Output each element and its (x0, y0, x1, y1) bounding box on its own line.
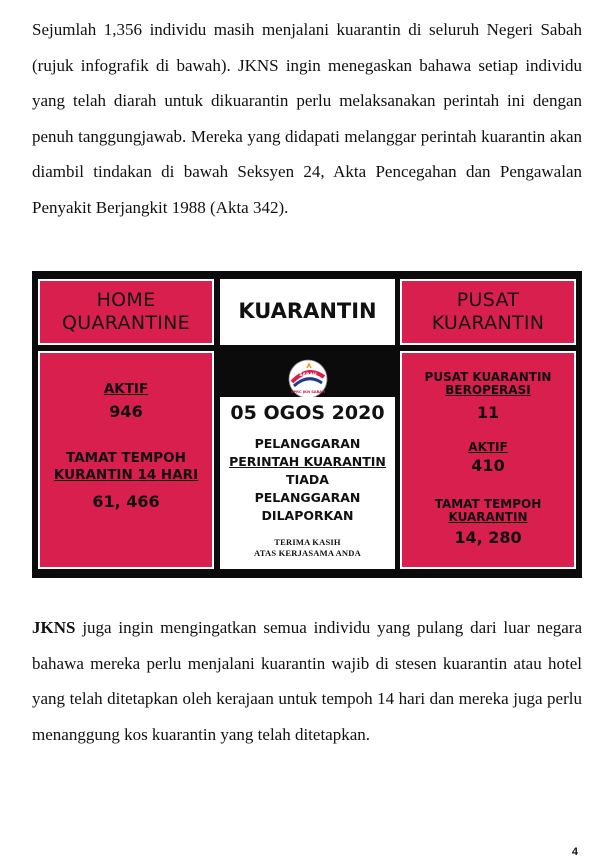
home-quarantine-header (38, 279, 214, 345)
home-quarantine-panel (38, 351, 214, 569)
operating-value: 11 (476, 403, 500, 422)
reminder-lead: JKNS (32, 618, 76, 637)
operating-label-line2: BEROPERASI (445, 383, 531, 397)
page-number: 4 (571, 846, 578, 858)
pusat-kuarantin-title-line2: KUARANTIN (431, 312, 545, 334)
home-active-value: 946 (109, 402, 143, 421)
quarantine-infographic (32, 271, 582, 578)
center-active-label: AKTIF (468, 440, 508, 454)
thank-you-note (220, 537, 395, 559)
pusat-kuarantin-header (400, 279, 576, 345)
home-quarantine-title-line2: QUARANTINE (62, 312, 190, 334)
kuarantin-header (220, 279, 395, 345)
home-active-label: AKTIF (103, 381, 149, 397)
logo-text-bottom: CPRC JKN SABAH (290, 390, 325, 394)
center-completed-label-line2: KUARANTIN (448, 510, 528, 524)
home-completed-value: 61, 466 (92, 492, 160, 511)
msg-line2: PERINTAH KUARANTIN (229, 454, 386, 469)
home-quarantine-title-line1: HOME (96, 289, 156, 311)
msg-line5: DILAPORKAN (261, 508, 354, 523)
msg-line4: PELANGGARAN (254, 490, 361, 505)
center-completed-value: 14, 280 (454, 528, 522, 547)
violation-message (220, 435, 395, 525)
center-active-value: 410 (471, 456, 505, 475)
msg-line3: TIADA (286, 472, 329, 487)
report-date: 05 OGOS 2020 (230, 402, 385, 424)
reminder-text: juga ingin mengingatkan semua individu yang pulang dari luar negara bahawa mereka perlu menjalani kuarantin wajib di stesen kuarantin atau hotel yang telah ditetapkan oleh kerajaan untuk tempoh 14 hari dan mereka juga perlu menanggung kos kuarantin yang telah ditetapkan. (32, 618, 582, 744)
kuarantin-title: KUARANTIN (238, 299, 377, 323)
cprc-logo-icon (286, 359, 330, 399)
pusat-kuarantin-title-line1: PUSAT (456, 289, 520, 311)
intro-paragraph: Sejumlah 1,356 individu masih menjalani kuarantin di seluruh Negeri Sabah (rujuk infografik di bawah). JKNS ingin menegaskan bahawa setiap individu yang telah diarah untuk dikuarantin perlu melaksanakan perintah ini dengan penuh tanggungjawab. Mereka yang didapati melanggar perintah kuarantin akan diambil tindakan di bawah Seksyen 24, Akta Pencegahan dan Pengawalan Penyakit Berjangkit 1988 (Akta 342). (32, 20, 582, 217)
msg-line1: PELANGGARAN (254, 436, 361, 451)
reminder-paragraph (32, 610, 582, 752)
center-message-box (220, 397, 395, 569)
logo-text-top: SABAH (298, 373, 317, 378)
home-completed-label-line2: KURANTIN 14 HARI (53, 467, 199, 483)
home-completed-label-line1: TAMAT TEMPOH (66, 450, 186, 466)
center-panel (220, 351, 395, 569)
operating-label-line1: PUSAT KUARANTIN (424, 370, 552, 384)
thanks-line2: ATAS KERJASAMA ANDA (254, 548, 361, 558)
center-completed-label-line1: TAMAT TEMPOH (434, 497, 542, 511)
thanks-line1: TERIMA KASIH (274, 537, 341, 547)
pusat-kuarantin-panel (400, 351, 576, 569)
